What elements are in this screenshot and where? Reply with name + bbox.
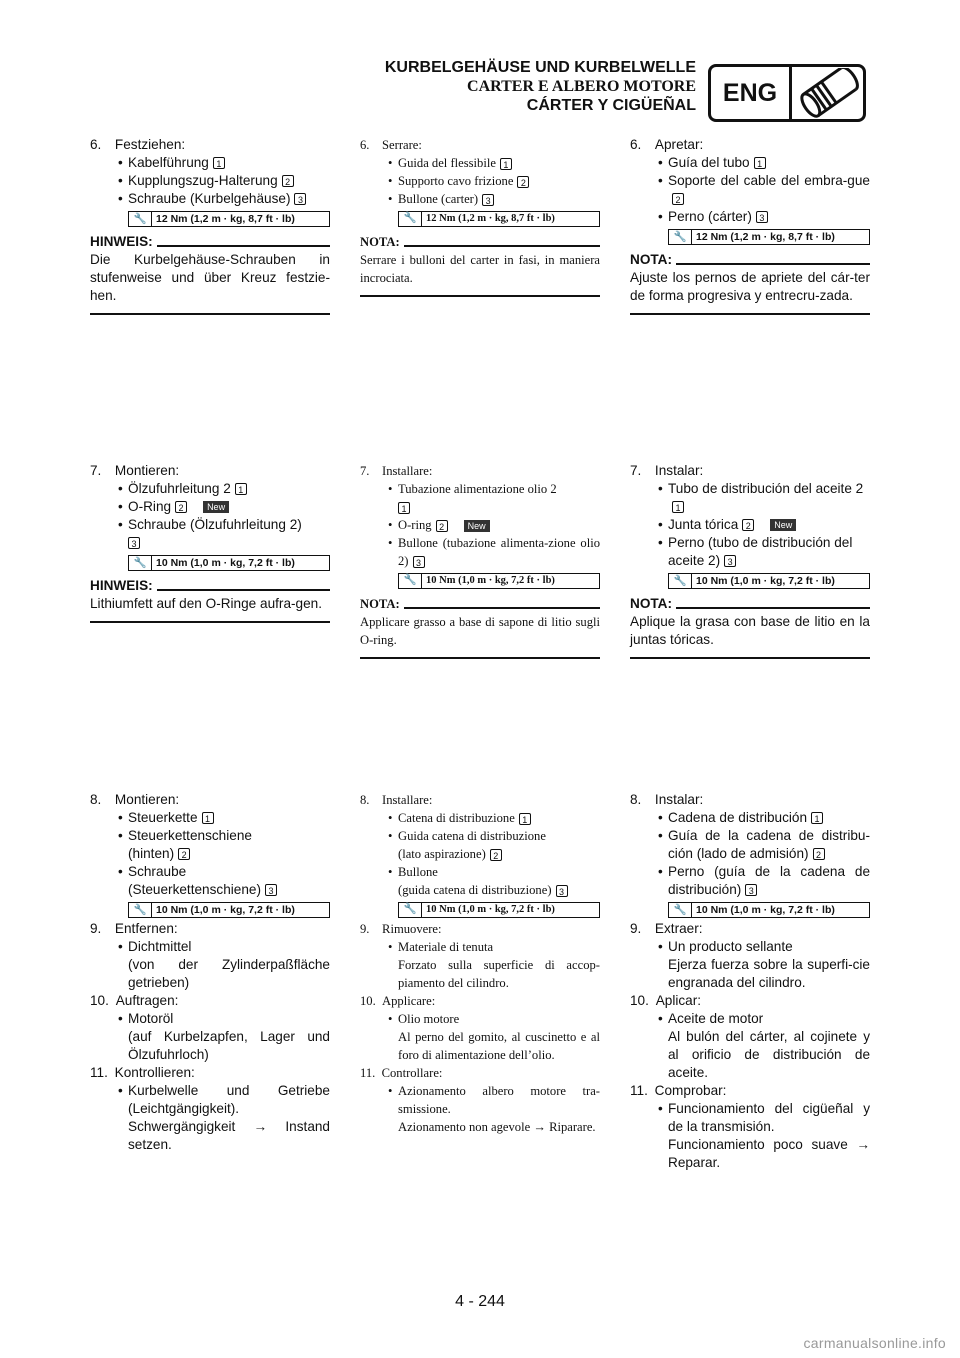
wrench-icon: 🔧 bbox=[129, 903, 152, 917]
note-heading: NOTA: bbox=[630, 251, 870, 269]
note-text: Lithiumfett auf den O-Ringe aufra-gen. bbox=[90, 596, 322, 611]
wrench-icon: 🔧 bbox=[669, 903, 692, 917]
header-title-it: CARTER E ALBERO MOTORE bbox=[467, 78, 696, 95]
step-7-es bbox=[630, 462, 870, 659]
list-item: • Tubazione alimentazione olio 2 bbox=[360, 480, 600, 498]
wrench-icon: 🔧 bbox=[669, 574, 692, 588]
new-badge: New bbox=[464, 520, 490, 532]
step-title: 11. Comprobar: bbox=[630, 1083, 727, 1098]
column-german bbox=[90, 136, 330, 1166]
engine-icon bbox=[792, 67, 863, 119]
list-item: • Supporto cavo frizione 2 bbox=[360, 172, 600, 190]
column-italian bbox=[360, 136, 600, 1166]
list-item: • Steuerkette 1 bbox=[90, 809, 330, 827]
list-item: • Perno (guía de la cadena de distribución) 3 bbox=[630, 863, 870, 899]
torque-spec: 🔧 10 Nm (1,0 m · kg, 7,2 ft · lb) bbox=[668, 573, 870, 589]
step-title: 9. Extraer: bbox=[630, 921, 703, 936]
list-item: • Cadena de distribución 1 bbox=[630, 809, 870, 827]
step-7-de: 7. Montieren: • Ölzufuhrleitung 2 1 • O-Ring 2 New • Schraube (Ölzufuhrleitung 2) 3 🔧 10 Nm (1,0 m · kg, 7,2 ft · lb) HINWEIS: Lithiumfett auf den O-Ringe aufra-gen. bbox=[90, 462, 330, 623]
list-item: • Bullone (tubazione alimenta-zione olio 2) 3 bbox=[360, 534, 600, 570]
list-item: • Dichtmittel bbox=[90, 938, 330, 956]
list-item: • Schraube (Ölzufuhrleitung 2) bbox=[90, 516, 330, 534]
torque-spec: 🔧 10 Nm (1,0 m · kg, 7,2 ft · lb) bbox=[398, 902, 600, 918]
step-title: 11. Controllare: bbox=[360, 1066, 443, 1080]
list-item: • Bullone (carter) 3 bbox=[360, 190, 600, 208]
torque-spec: 🔧 10 Nm (1,0 m · kg, 7,2 ft · lb) bbox=[398, 573, 600, 589]
new-badge: New bbox=[203, 501, 229, 513]
lang-badge: ENG bbox=[711, 67, 792, 119]
step-title: 9. Entfernen: bbox=[90, 921, 178, 936]
wrench-icon: 🔧 bbox=[399, 574, 422, 588]
list-item: • Junta tórica 2 New bbox=[630, 516, 870, 534]
note-heading: NOTA: bbox=[360, 595, 600, 613]
step-title: 7. Montieren: bbox=[90, 463, 180, 478]
engine-section-badge bbox=[708, 64, 866, 122]
wrench-icon: 🔧 bbox=[669, 230, 692, 244]
torque-spec: 🔧 10 Nm (1,0 m · kg, 7,2 ft · lb) bbox=[128, 902, 330, 918]
step-title: 10. Applicare: bbox=[360, 994, 436, 1008]
wrench-icon: 🔧 bbox=[129, 556, 152, 570]
list-item: • Un producto sellante bbox=[630, 938, 870, 956]
list-item: • Kupplungszug-Halterung 2 bbox=[90, 172, 330, 190]
page-number: 4 - 244 bbox=[455, 1293, 505, 1310]
step-title: 8. Montieren: bbox=[90, 792, 180, 807]
list-item: • Catena di distribuzione 1 bbox=[360, 809, 600, 827]
note-heading: NOTA: bbox=[360, 233, 600, 251]
list-item: • Steuerkettenschiene bbox=[90, 827, 330, 845]
wrench-icon: 🔧 bbox=[399, 903, 422, 917]
list-item: • Aceite de motor bbox=[630, 1010, 870, 1028]
column-spanish bbox=[630, 136, 870, 1170]
list-item: • O-ring 2 New bbox=[360, 516, 600, 534]
list-item: • Soporte del cable del embra-gue2 bbox=[630, 172, 870, 208]
step-6-es bbox=[630, 136, 870, 315]
step-title: 9. Rimuovere: bbox=[360, 922, 442, 936]
note-text: Ajuste los pernos de apriete del cár-ter de forma progresiva y entrecru-zada. bbox=[630, 270, 870, 303]
step-title: 10. Auftragen: bbox=[90, 993, 179, 1008]
list-item: • Schraube (Kurbelgehäuse) 3 bbox=[90, 190, 330, 208]
list-item: • Motoröl bbox=[90, 1010, 330, 1028]
list-item: • Bullone bbox=[360, 863, 600, 881]
step-title: 6. Apretar: bbox=[630, 137, 704, 152]
step-title: 8. Instalar: bbox=[630, 792, 704, 807]
wrench-icon: 🔧 bbox=[129, 212, 152, 226]
step-8-11-it: 8. Installare: • Catena di distribuzione 1 • Guida catena di distribuzione (lato aspirazione) 2 • Bullone (guida catena di distribuzione) 3 🔧 10 Nm (1,0 m · kg, 7,2 ft · lb) 9. Rimuovere: • Materiale di tenuta Forzato sulla superficie di accop-piamento del cilindro. 10. Applicare: • Olio motore Al perno del gomito, al cuscinetto e al foro di alimentazione dell’olio. 11. Controllare: • Azionamento albero motore tra-smissione. Azionamento non agevole → Riparare. bbox=[360, 791, 600, 1136]
step-title: 7. Installare: bbox=[360, 464, 433, 478]
list-item: • Azionamento albero motore tra-smissione. bbox=[360, 1082, 600, 1118]
list-item: • Materiale di tenuta bbox=[360, 938, 600, 956]
step-title: 8. Installare: bbox=[360, 793, 433, 807]
torque-spec: 🔧 10 Nm (1,0 m · kg, 7,2 ft · lb) bbox=[668, 902, 870, 918]
new-badge: New bbox=[770, 519, 796, 531]
list-item: • Guida del flessibile 1 bbox=[360, 154, 600, 172]
step-title: 11. Kontrollieren: bbox=[90, 1065, 195, 1080]
note-heading: NOTA: bbox=[630, 595, 870, 613]
list-item: • Olio motore bbox=[360, 1010, 600, 1028]
torque-spec: 🔧 10 Nm (1,0 m · kg, 7,2 ft · lb) bbox=[128, 555, 330, 571]
step-8-11-es: 8. Instalar: • Cadena de distribución 1 • Guía de la cadena de distribu-ción (lado de admisión) 2 • Perno (guía de la cadena de distribución) 3 🔧 10 Nm (1,0 m · kg, 7,2 ft · lb) 9. Extraer: • Un producto sellante Ejerza fuerza sobre la superfi-cie engranada del cilindro. 10. Aplicar: • Aceite de motor Al bulón del cárter, al cojinete y al orificio de distribución de aceite. 11. Comprobar: • Funcionamiento del cigüeñal y de la transmisión. Funcionamiento poco suave → Reparar. bbox=[630, 791, 870, 1172]
step-title: 10. Aplicar: bbox=[630, 993, 702, 1008]
step-6-it bbox=[360, 136, 600, 297]
list-item: • Perno (cárter) 3 bbox=[630, 208, 870, 226]
torque-spec: 🔧 12 Nm (1,2 m · kg, 8,7 ft · lb) bbox=[668, 229, 870, 245]
list-item: • Perno (tubo de distribución del aceite 2) 3 bbox=[630, 534, 870, 570]
header-title-de: KURBELGEHÄUSE UND KURBELWELLE bbox=[384, 59, 696, 76]
list-item: • Schraube bbox=[90, 863, 330, 881]
note-heading: HINWEIS: bbox=[90, 233, 330, 251]
note-text: Applicare grasso a base di sapone di litio sugli O-ring. bbox=[360, 615, 600, 647]
step-title: 6. Serrare: bbox=[360, 138, 422, 152]
torque-spec: 🔧 12 Nm (1,2 m · kg, 8,7 ft · lb) bbox=[398, 211, 600, 227]
page-header bbox=[385, 58, 696, 115]
list-item: • Guida catena di distribuzione bbox=[360, 827, 600, 845]
list-item: • Funcionamiento del cigüeñal y de la transmisión. bbox=[630, 1100, 870, 1136]
torque-spec: 🔧 12 Nm (1,2 m · kg, 8,7 ft · lb) bbox=[128, 211, 330, 227]
step-title: 7. Instalar: bbox=[630, 463, 704, 478]
step-7-it: 7. Installare: • Tubazione alimentazione olio 2 1 • O-ring 2 New • Bullone (tubazione alimenta-zione olio 2) 3 🔧 10 Nm (1,0 m · kg, 7,2 ft · lb) NOTA: Applicare grasso a base di sapone di litio sugli O-ring. bbox=[360, 462, 600, 659]
note-text: Serrare i bulloni del carter in fasi, in maniera incrociata. bbox=[360, 253, 600, 285]
note-text: Die Kurbelgehäuse-Schrauben in stufenweise und über Kreuz festzie-hen. bbox=[90, 252, 330, 303]
step-6-de bbox=[90, 136, 330, 315]
header-title-es: CÁRTER Y CIGÜEÑAL bbox=[526, 97, 696, 114]
list-item: • O-Ring 2 New bbox=[90, 498, 330, 516]
watermark[interactable]: carmanualsonline.info bbox=[803, 1335, 946, 1351]
step-title: 6. Festziehen: bbox=[90, 137, 186, 152]
note-heading: HINWEIS: bbox=[90, 577, 330, 595]
list-item: • Tubo de distribución del aceite 21 bbox=[630, 480, 870, 516]
list-item: • Kabelführung 1 bbox=[90, 154, 330, 172]
list-item: • Guía del tubo 1 bbox=[630, 154, 870, 172]
step-8-11-de: 8. Montieren: • Steuerkette 1 • Steuerkettenschiene (hinten) 2 • Schraube (Steuerkettenschiene) 3 🔧 10 Nm (1,0 m · kg, 7,2 ft · lb) 9. Entfernen: • Dichtmittel (von der Zylinderpaßfläche getrieben) 10. Auftragen: • Motoröl (auf Kurbelzapfen, Lager und Ölzufuhrloch) 11. Kontrollieren: • Kurbelwelle und Getriebe (Leichtgängigkeit). Schwergängigkeit → Instand setzen. bbox=[90, 791, 330, 1154]
list-item: • Guía de la cadena de distribu-ción (lado de admisión) 2 bbox=[630, 827, 870, 863]
list-item: • Ölzufuhrleitung 2 1 bbox=[90, 480, 330, 498]
list-item: • Kurbelwelle und Getriebe (Leichtgängigkeit). bbox=[90, 1082, 330, 1118]
wrench-icon: 🔧 bbox=[399, 212, 422, 226]
note-text: Aplique la grasa con base de litio en la juntas tóricas. bbox=[630, 614, 870, 647]
